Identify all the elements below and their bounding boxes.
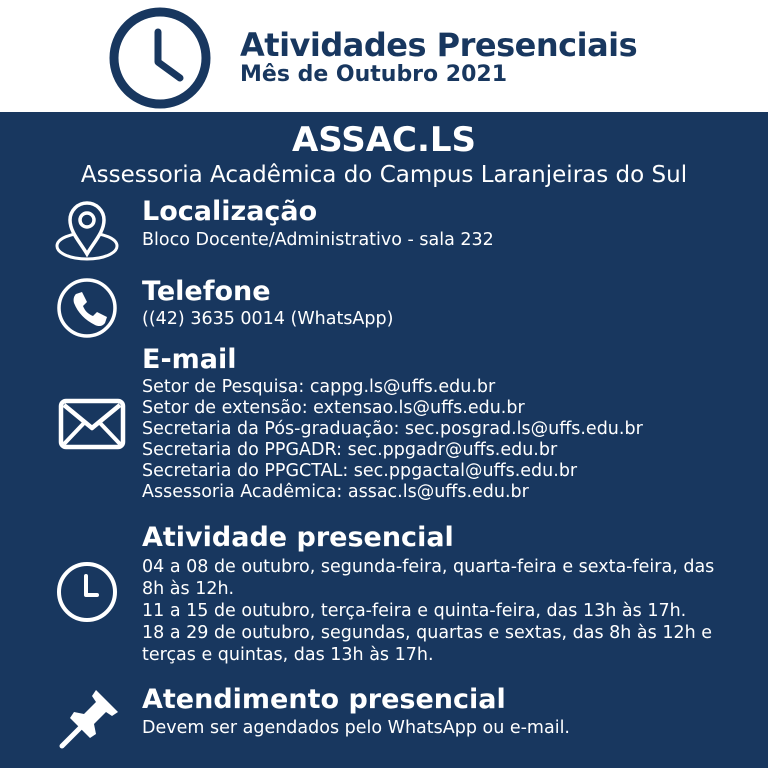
- envelope-icon: [58, 398, 126, 450]
- page-title: Atividades Presenciais: [240, 26, 638, 64]
- location-pin-icon: [52, 198, 122, 264]
- phone-text: ((42) 3635 0014 (WhatsApp): [142, 309, 394, 329]
- phone-icon: [56, 277, 118, 339]
- pushpin-icon: [58, 686, 122, 750]
- attendance-title: Atendimento presencial: [142, 684, 506, 715]
- location-title: Localização: [142, 196, 318, 227]
- location-text: Bloco Docente/Administrativo - sala 232: [142, 230, 494, 250]
- activity-line-3: 18 a 29 de outubro, segundas, quartas e sextas, das 8h às 12h e terças e quintas, das 13h às 17h.: [142, 623, 713, 665]
- email-item-extension: Setor de extensão: extensao.ls@uffs.edu.br: [142, 398, 525, 418]
- activity-title: Atividade presencial: [142, 522, 454, 553]
- email-item-postgrad: Secretaria da Pós-graduação: sec.posgrad.ls@uffs.edu.br: [142, 419, 643, 439]
- email-item-ppgctal: Secretaria do PPGCTAL: sec.ppgactal@uffs.edu.br: [142, 461, 578, 481]
- activity-schedule: [142, 556, 722, 666]
- clock-icon: [55, 560, 119, 624]
- org-name: ASSAC.LS: [291, 120, 477, 160]
- phone-title: Telefone: [142, 276, 271, 307]
- main-panel: [0, 112, 768, 768]
- page-subtitle: Mês de Outubro 2021: [240, 62, 508, 87]
- email-item-research: Setor de Pesquisa: cappg.ls@uffs.edu.br: [142, 377, 496, 397]
- header: [0, 0, 768, 112]
- email-title: E-mail: [142, 344, 237, 375]
- email-item-assac: Assessoria Acadêmica: assac.ls@uffs.edu.br: [142, 482, 529, 502]
- email-item-ppgadr: Secretaria do PPGADR: sec.ppgadr@uffs.edu.br: [142, 440, 558, 460]
- activity-line-2: 11 a 15 de outubro, terça-feira e quinta-feira, das 13h às 17h.: [142, 601, 687, 621]
- email-list: [142, 377, 643, 503]
- attendance-text: Devem ser agendados pelo WhatsApp ou e-mail.: [142, 718, 570, 738]
- activity-line-1: 04 a 08 de outubro, segunda-feira, quarta-feira e sexta-feira, das 8h às 12h.: [142, 557, 715, 599]
- clock-icon: [108, 6, 212, 110]
- org-full-name: Assessoria Acadêmica do Campus Laranjeiras do Sul: [80, 162, 688, 188]
